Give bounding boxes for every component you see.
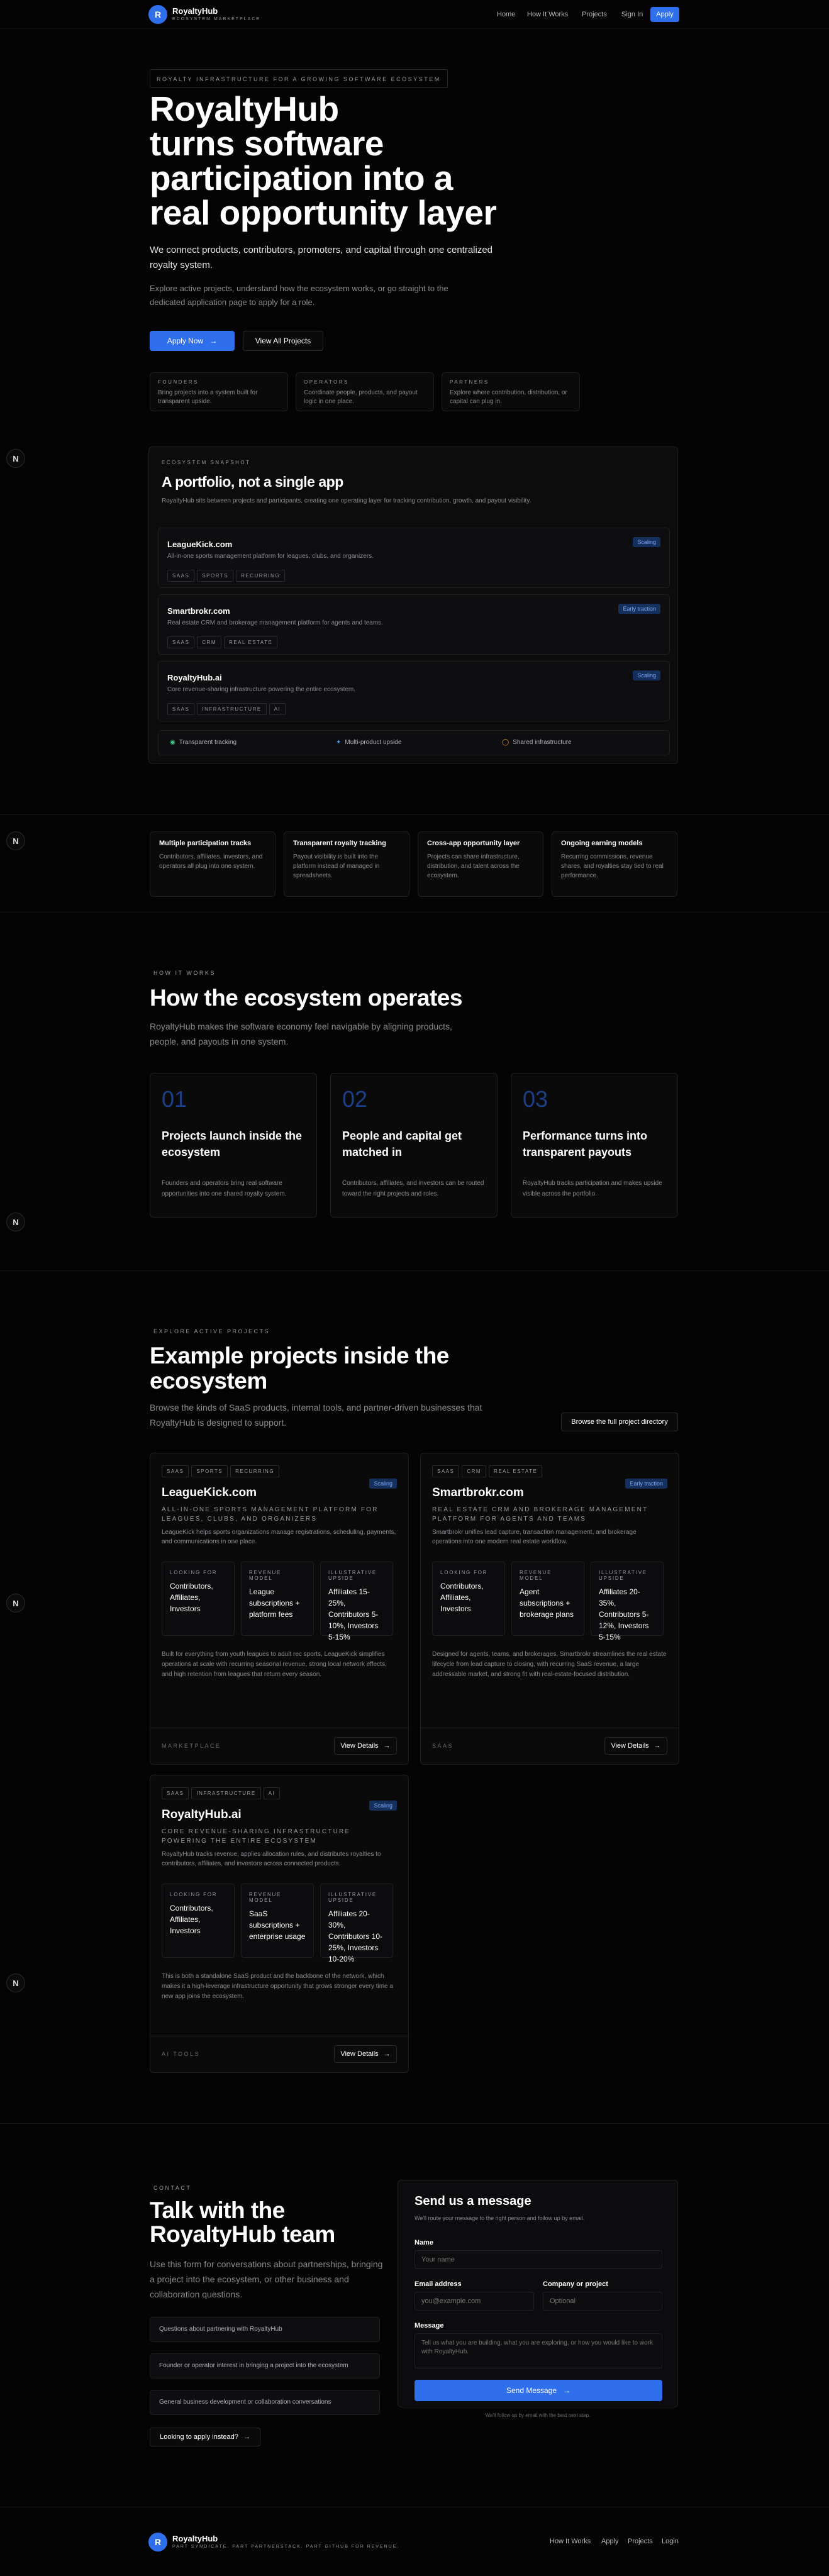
arrow-right-icon: → bbox=[209, 336, 218, 345]
snapshot-project-desc: Core revenue-sharing infrastructure powering the entire ecosystem. bbox=[167, 686, 356, 693]
status-badge: Early traction bbox=[618, 604, 660, 614]
how-step-card bbox=[150, 1073, 317, 1218]
status-badge: Scaling bbox=[369, 1801, 397, 1811]
hero-eyebrow bbox=[150, 69, 448, 88]
snapshot-project-name: LeagueKick.com bbox=[167, 540, 233, 549]
snapshot-panel bbox=[148, 447, 678, 764]
company-input[interactable] bbox=[543, 2292, 662, 2311]
view-details-label: View Details bbox=[340, 1742, 379, 1750]
nav-link-home[interactable]: Home bbox=[497, 11, 516, 18]
message-textarea[interactable] bbox=[414, 2333, 662, 2368]
feature-card-title: Cross-app opportunity layer bbox=[427, 840, 520, 847]
form-row bbox=[414, 2280, 661, 2311]
project-card-footer bbox=[421, 1728, 679, 1764]
explore-title-line: Example projects inside the bbox=[150, 1343, 449, 1368]
stat-value: Contributors, Affiliates, Investors bbox=[170, 1904, 213, 1935]
feature-card-title: Multiple participation tracks bbox=[159, 840, 252, 847]
explore-eyebrow: EXPLORE ACTIVE PROJECTS bbox=[153, 1328, 270, 1335]
hero-title bbox=[150, 89, 590, 232]
side-n-button[interactable]: N bbox=[6, 1974, 25, 1992]
section-divider bbox=[0, 1270, 829, 1271]
footer-link-apply[interactable]: Apply bbox=[601, 2538, 619, 2545]
step-number: 03 bbox=[523, 1086, 548, 1112]
step-number: 01 bbox=[162, 1086, 187, 1112]
tag: RECURRING bbox=[230, 1465, 279, 1477]
project-subtitle: CORE REVENUE-SHARING INFRASTRUCTURE POWERING THE ENTIRE ECOSYSTEM bbox=[162, 1828, 351, 1845]
stat-label: ILLUSTRATIVE UPSIDE bbox=[599, 1570, 648, 1581]
snapshot-project-leaguekick[interactable] bbox=[158, 528, 670, 588]
hero-eyebrow-text: ROYALTY INFRASTRUCTURE FOR A GROWING SOFTWARE ECOSYSTEM bbox=[157, 76, 441, 82]
tag: SAAS bbox=[162, 1787, 189, 1799]
project-name: RoyaltyHub.ai bbox=[162, 1808, 242, 1821]
project-card-footer bbox=[150, 2036, 408, 2072]
stat-revenue-model bbox=[511, 1562, 584, 1636]
tag: SAAS bbox=[167, 703, 194, 715]
status-badge: Scaling bbox=[633, 537, 660, 547]
project-category: SAAS bbox=[432, 1743, 454, 1749]
snapshot-project-tags bbox=[167, 636, 660, 648]
contact-topic: Questions about partnering with RoyaltyHub bbox=[150, 2317, 380, 2342]
hero-view-projects-button[interactable]: View All Projects bbox=[243, 331, 323, 351]
tag: INFRASTRUCTURE bbox=[191, 1787, 260, 1799]
browse-directory-button[interactable]: Browse the full project directory bbox=[561, 1413, 678, 1431]
footer-tagline: PART SYNDICATE. PART PARTNERSTACK. PART GITHUB FOR REVENUE. bbox=[172, 2545, 400, 2549]
hero-apply-label: Apply Now bbox=[167, 336, 204, 345]
snapshot-project-royaltyhub[interactable] bbox=[158, 661, 670, 721]
role-card-operators bbox=[296, 372, 434, 411]
ring-icon: ◯ bbox=[502, 739, 509, 746]
snapshot-project-desc: Real estate CRM and brokerage management platform for agents and teams. bbox=[167, 619, 383, 626]
stat-label: REVENUE MODEL bbox=[520, 1570, 552, 1581]
role-text: Explore where contribution, distribution, or capital can plug in. bbox=[450, 389, 567, 405]
tag: CRM bbox=[197, 636, 221, 648]
status-badge: Scaling bbox=[369, 1479, 397, 1489]
snapshot-project-name: Smartbrokr.com bbox=[167, 606, 230, 616]
form-sub: We'll route your message to the right person and follow up by email. bbox=[414, 2215, 585, 2221]
explore-title-line: ecosystem bbox=[150, 1368, 267, 1394]
step-title: Projects launch inside the ecosystem bbox=[162, 1130, 303, 1158]
project-category: AI TOOLS bbox=[162, 2051, 201, 2057]
project-tags bbox=[162, 1787, 397, 1799]
email-group bbox=[414, 2280, 534, 2311]
stat-label: LOOKING FOR bbox=[170, 1892, 218, 1897]
feature-card-text: Payout visibility is built into the platform instead of managed in spreadsheets. bbox=[293, 853, 380, 879]
project-long-desc: Designed for agents, teams, and brokerages, Smartbrokr streamlines the real estate lifecycle from lead capture to closing, with recurring SaaS revenue, a large addressable market, and strong fit with real-estate-focused distribution. bbox=[432, 1651, 667, 1678]
snapshot-project-tags bbox=[167, 570, 660, 582]
feature-label: Transparent tracking bbox=[179, 739, 237, 746]
arrow-right-icon: → bbox=[243, 2433, 250, 2441]
stat-value: League subscriptions + platform fees bbox=[249, 1587, 300, 1619]
stat-upside bbox=[320, 1562, 393, 1641]
stat-revenue-model bbox=[241, 1562, 314, 1636]
nav-link-sign-in[interactable]: Sign In bbox=[621, 11, 643, 18]
view-details-label: View Details bbox=[340, 2050, 379, 2058]
stat-label: REVENUE MODEL bbox=[249, 1570, 282, 1581]
role-text: Bring projects into a system built for transparent upside. bbox=[158, 389, 258, 405]
side-n-button[interactable]: N bbox=[6, 1213, 25, 1231]
footer-link-how-it-works[interactable]: How It Works bbox=[550, 2538, 591, 2545]
stat-value: Agent subscriptions + brokerage plans bbox=[520, 1587, 574, 1619]
arrow-right-icon: → bbox=[383, 2050, 391, 2058]
stat-value: Contributors, Affiliates, Investors bbox=[440, 1582, 484, 1613]
role-label: FOUNDERS bbox=[158, 379, 199, 385]
tag: RECURRING bbox=[236, 570, 285, 582]
brand-name[interactable]: RoyaltyHub bbox=[172, 6, 218, 16]
view-details-button[interactable] bbox=[334, 1737, 397, 1755]
project-tags bbox=[432, 1465, 667, 1477]
stat-value: SaaS subscriptions + enterprise usage bbox=[249, 1909, 306, 1941]
project-card-smartbrokr bbox=[420, 1453, 679, 1765]
snapshot-text: RoyaltyHub sits between projects and participants, creating one operating layer for tracking contribution, growth, and payout visibility. bbox=[162, 497, 531, 504]
step-title: People and capital get matched in bbox=[342, 1130, 462, 1158]
step-text: Contributors, affiliates, and investors can be routed toward the right projects and roles. bbox=[342, 1180, 484, 1197]
project-desc: Smartbrokr unifies lead capture, transaction management, and brokerage operations into one modern real estate workflow. bbox=[432, 1529, 637, 1545]
stat-value: Affiliates 20-35%, Contributors 5-12%, Investors 5-15% bbox=[599, 1587, 649, 1641]
project-category: MARKETPLACE bbox=[162, 1743, 221, 1749]
feature-card-title: Ongoing earning models bbox=[561, 840, 643, 847]
tag: REAL ESTATE bbox=[489, 1465, 542, 1477]
step-title: Performance turns into transparent payouts bbox=[523, 1130, 648, 1158]
feature-card-text: Contributors, affiliates, investors, and operators all plug into one system. bbox=[159, 853, 263, 870]
feature-multi-product-upside bbox=[336, 739, 401, 746]
email-label: Email address bbox=[414, 2280, 462, 2288]
feature-card bbox=[150, 831, 275, 897]
footer bbox=[0, 2507, 829, 2576]
how-step-card bbox=[330, 1073, 498, 1218]
stat-label: LOOKING FOR bbox=[440, 1570, 488, 1575]
tag: INFRASTRUCTURE bbox=[197, 703, 266, 715]
feature-card-text: Recurring commissions, revenue shares, and royalties stay tied to real performance. bbox=[561, 853, 664, 879]
explore-text: Browse the kinds of SaaS products, internal tools, and partner-driven businesses that RoyaltyHub is designed to support. bbox=[150, 1402, 482, 1428]
explore-title bbox=[150, 1343, 449, 1394]
hero-apply-button[interactable] bbox=[150, 331, 235, 351]
project-desc: RoyaltyHub tracks revenue, applies allocation rules, and distributes royalties to contributors, affiliates, and investors across connected products. bbox=[162, 1851, 381, 1867]
form-title: Send us a message bbox=[414, 2194, 531, 2208]
hero-sub: Explore active projects, understand how the ecosystem works, or go straight to the dedicated application page to apply for a role. bbox=[150, 284, 448, 307]
stat-value: Affiliates 20-30%, Contributors 10-25%, Investors 10-20% bbox=[328, 1909, 383, 1963]
project-stats bbox=[162, 1562, 397, 1641]
project-tags bbox=[162, 1465, 397, 1477]
tag: REAL ESTATE bbox=[224, 636, 277, 648]
how-step-card bbox=[511, 1073, 678, 1218]
contact-form bbox=[398, 2180, 678, 2418]
section-divider bbox=[0, 814, 829, 815]
how-eyebrow: HOW IT WORKS bbox=[153, 970, 216, 976]
project-long-desc: This is both a standalone SaaS product and the backbone of the network, which makes it a high-leverage infrastructure opportunity that grows stronger every time a new app joins the ecosystem. bbox=[162, 1973, 393, 2000]
status-badge: Early traction bbox=[625, 1479, 667, 1489]
view-details-button[interactable] bbox=[334, 2045, 397, 2063]
status-badge: Scaling bbox=[633, 670, 660, 680]
stat-upside bbox=[320, 1884, 393, 1963]
name-input[interactable] bbox=[414, 2250, 662, 2269]
snapshot-project-name: RoyaltyHub.ai bbox=[167, 673, 222, 682]
tag: SPORTS bbox=[197, 570, 233, 582]
project-stats bbox=[432, 1562, 667, 1641]
stat-looking-for bbox=[432, 1562, 505, 1636]
stat-revenue-model bbox=[241, 1884, 314, 1958]
nav-apply-button[interactable]: Apply bbox=[650, 7, 679, 22]
nav-link-projects[interactable]: Projects bbox=[582, 11, 607, 18]
hero-lead: We connect products, contributors, promoters, and capital through one centralized royalty system. bbox=[150, 245, 493, 270]
stat-value: Contributors, Affiliates, Investors bbox=[170, 1582, 213, 1613]
stat-looking-for bbox=[162, 1884, 235, 1958]
snapshot-feature-bar bbox=[158, 730, 670, 755]
view-details-label: View Details bbox=[611, 1742, 649, 1750]
apply-instead-label: Looking to apply instead? bbox=[160, 2433, 238, 2441]
nav-link-how-it-works[interactable]: How It Works bbox=[527, 11, 569, 18]
tag: AI bbox=[264, 1787, 281, 1799]
hero-title-line: participation into a bbox=[150, 158, 453, 197]
feature-card-title: Transparent royalty tracking bbox=[293, 840, 386, 847]
form-note: We'll follow up by email with the best next step. bbox=[485, 2412, 591, 2418]
project-subtitle: ALL-IN-ONE SPORTS MANAGEMENT PLATFORM FOR LEAGUES, CLUBS, AND ORGANIZERS bbox=[162, 1506, 379, 1523]
project-name: Smartbrokr.com bbox=[432, 1486, 524, 1499]
side-n-button[interactable]: N bbox=[6, 1594, 25, 1613]
hero-title-line: turns software bbox=[150, 124, 384, 163]
top-nav bbox=[0, 0, 829, 29]
email-input[interactable] bbox=[414, 2292, 534, 2311]
role-label: OPERATORS bbox=[304, 379, 349, 385]
snapshot-project-tags bbox=[167, 703, 660, 715]
footer-brand: RoyaltyHub bbox=[172, 2534, 218, 2543]
tag: SAAS bbox=[167, 570, 194, 582]
sparkle-icon: ✦ bbox=[336, 739, 342, 746]
section-divider bbox=[0, 2123, 829, 2124]
stat-label: ILLUSTRATIVE UPSIDE bbox=[328, 1892, 377, 1903]
snapshot-project-desc: All-in-one sports management platform for leagues, clubs, and organizers. bbox=[167, 553, 374, 560]
contact-title-line: RoyaltyHub team bbox=[150, 2221, 335, 2247]
hero-title-line: real opportunity layer bbox=[150, 193, 497, 232]
role-text: Coordinate people, products, and payout logic in one place. bbox=[304, 389, 418, 405]
send-message-label: Send Message bbox=[506, 2386, 557, 2395]
role-card-founders bbox=[150, 372, 288, 411]
company-label: Company or project bbox=[543, 2280, 608, 2288]
feature-transparent-tracking bbox=[170, 739, 236, 746]
feature-card-text: Projects can share infrastructure, distribution, and talent across the ecosystem. bbox=[427, 853, 520, 879]
contact-eyebrow: CONTACT bbox=[153, 2185, 192, 2191]
contact-title-line: Talk with the bbox=[150, 2197, 285, 2223]
company-group bbox=[543, 2280, 662, 2311]
contact-topic: General business development or collaboration conversations bbox=[150, 2390, 380, 2415]
stat-label: LOOKING FOR bbox=[170, 1570, 218, 1575]
how-text: RoyaltyHub makes the software economy feel navigable by aligning products, people, and payouts in one system. bbox=[150, 1021, 452, 1046]
apply-instead-button[interactable] bbox=[150, 2428, 260, 2446]
hero-title-line: RoyaltyHub bbox=[150, 89, 339, 128]
project-card-leaguekick bbox=[150, 1453, 409, 1765]
step-text: Founders and operators bring real software opportunities into one shared royalty system. bbox=[162, 1180, 287, 1197]
footer-logo[interactable]: R bbox=[148, 2533, 167, 2551]
tag: CRM bbox=[462, 1465, 486, 1477]
tag: SAAS bbox=[167, 636, 194, 648]
stat-looking-for bbox=[162, 1562, 235, 1636]
footer-link-projects[interactable]: Projects bbox=[628, 2538, 653, 2545]
feature-card bbox=[418, 831, 543, 897]
feature-label: Multi-product upside bbox=[345, 739, 402, 746]
step-number: 02 bbox=[342, 1086, 368, 1112]
tag: AI bbox=[269, 703, 286, 715]
how-title: How the ecosystem operates bbox=[150, 985, 462, 1011]
footer-link-login[interactable]: Login bbox=[662, 2538, 679, 2545]
project-card-royaltyhub bbox=[150, 1775, 409, 2073]
view-details-button[interactable] bbox=[604, 1737, 667, 1755]
name-label: Name bbox=[414, 2239, 433, 2246]
stat-upside bbox=[591, 1562, 664, 1641]
section-divider bbox=[0, 912, 829, 913]
contact-text: Use this form for conversations about partnerships, bringing a project into the ecosystem, or other business and collaboration questions. bbox=[150, 2259, 383, 2299]
contact-title bbox=[150, 2199, 335, 2246]
snapshot-eyebrow: ECOSYSTEM SNAPSHOT bbox=[162, 460, 251, 465]
step-text: RoyaltyHub tracks participation and makes upside visible across the portfolio. bbox=[523, 1180, 662, 1197]
brand-logo[interactable]: R bbox=[148, 5, 167, 24]
feature-card bbox=[284, 831, 409, 897]
contact-topic: Founder or operator interest in bringing a project into the ecosystem bbox=[150, 2353, 380, 2379]
message-label: Message bbox=[414, 2322, 444, 2329]
side-n-button[interactable]: N bbox=[6, 831, 25, 850]
project-name: LeagueKick.com bbox=[162, 1486, 257, 1499]
check-circle-icon: ◉ bbox=[170, 739, 175, 746]
feature-label: Shared infrastructure bbox=[513, 739, 572, 746]
project-desc: LeagueKick helps sports organizations manage registrations, scheduling, payments, and communications in one place. bbox=[162, 1529, 396, 1545]
arrow-right-icon: → bbox=[563, 2386, 571, 2395]
tag: SAAS bbox=[162, 1465, 189, 1477]
tag: SAAS bbox=[432, 1465, 459, 1477]
send-message-button[interactable] bbox=[414, 2380, 662, 2401]
project-stats bbox=[162, 1884, 397, 1963]
snapshot-title: A portfolio, not a single app bbox=[162, 474, 343, 490]
feature-card bbox=[552, 831, 677, 897]
brand-tagline: ECOSYSTEM MARKETPLACE bbox=[172, 17, 261, 21]
feature-shared-infrastructure bbox=[502, 739, 572, 746]
tag: SPORTS bbox=[191, 1465, 228, 1477]
arrow-right-icon: → bbox=[654, 1742, 661, 1750]
stat-label: ILLUSTRATIVE UPSIDE bbox=[328, 1570, 377, 1581]
side-n-button[interactable]: N bbox=[6, 449, 25, 468]
role-card-partners bbox=[442, 372, 580, 411]
arrow-right-icon: → bbox=[383, 1742, 391, 1750]
project-long-desc: Built for everything from youth leagues to adult rec sports, LeagueKick simplifies operations at scale with recurring seasonal revenue, strong local network effects, and high retention from leagues that return every season. bbox=[162, 1651, 387, 1678]
project-subtitle: REAL ESTATE CRM AND BROKERAGE MANAGEMENT PLATFORM FOR AGENTS AND TEAMS bbox=[432, 1506, 648, 1523]
stat-label: REVENUE MODEL bbox=[249, 1892, 282, 1903]
snapshot-project-smartbrokr[interactable] bbox=[158, 594, 670, 655]
stat-value: Affiliates 15-25%, Contributors 5-10%, Investors 5-15% bbox=[328, 1587, 379, 1641]
role-label: PARTNERS bbox=[450, 379, 489, 385]
project-card-footer bbox=[150, 1728, 408, 1764]
